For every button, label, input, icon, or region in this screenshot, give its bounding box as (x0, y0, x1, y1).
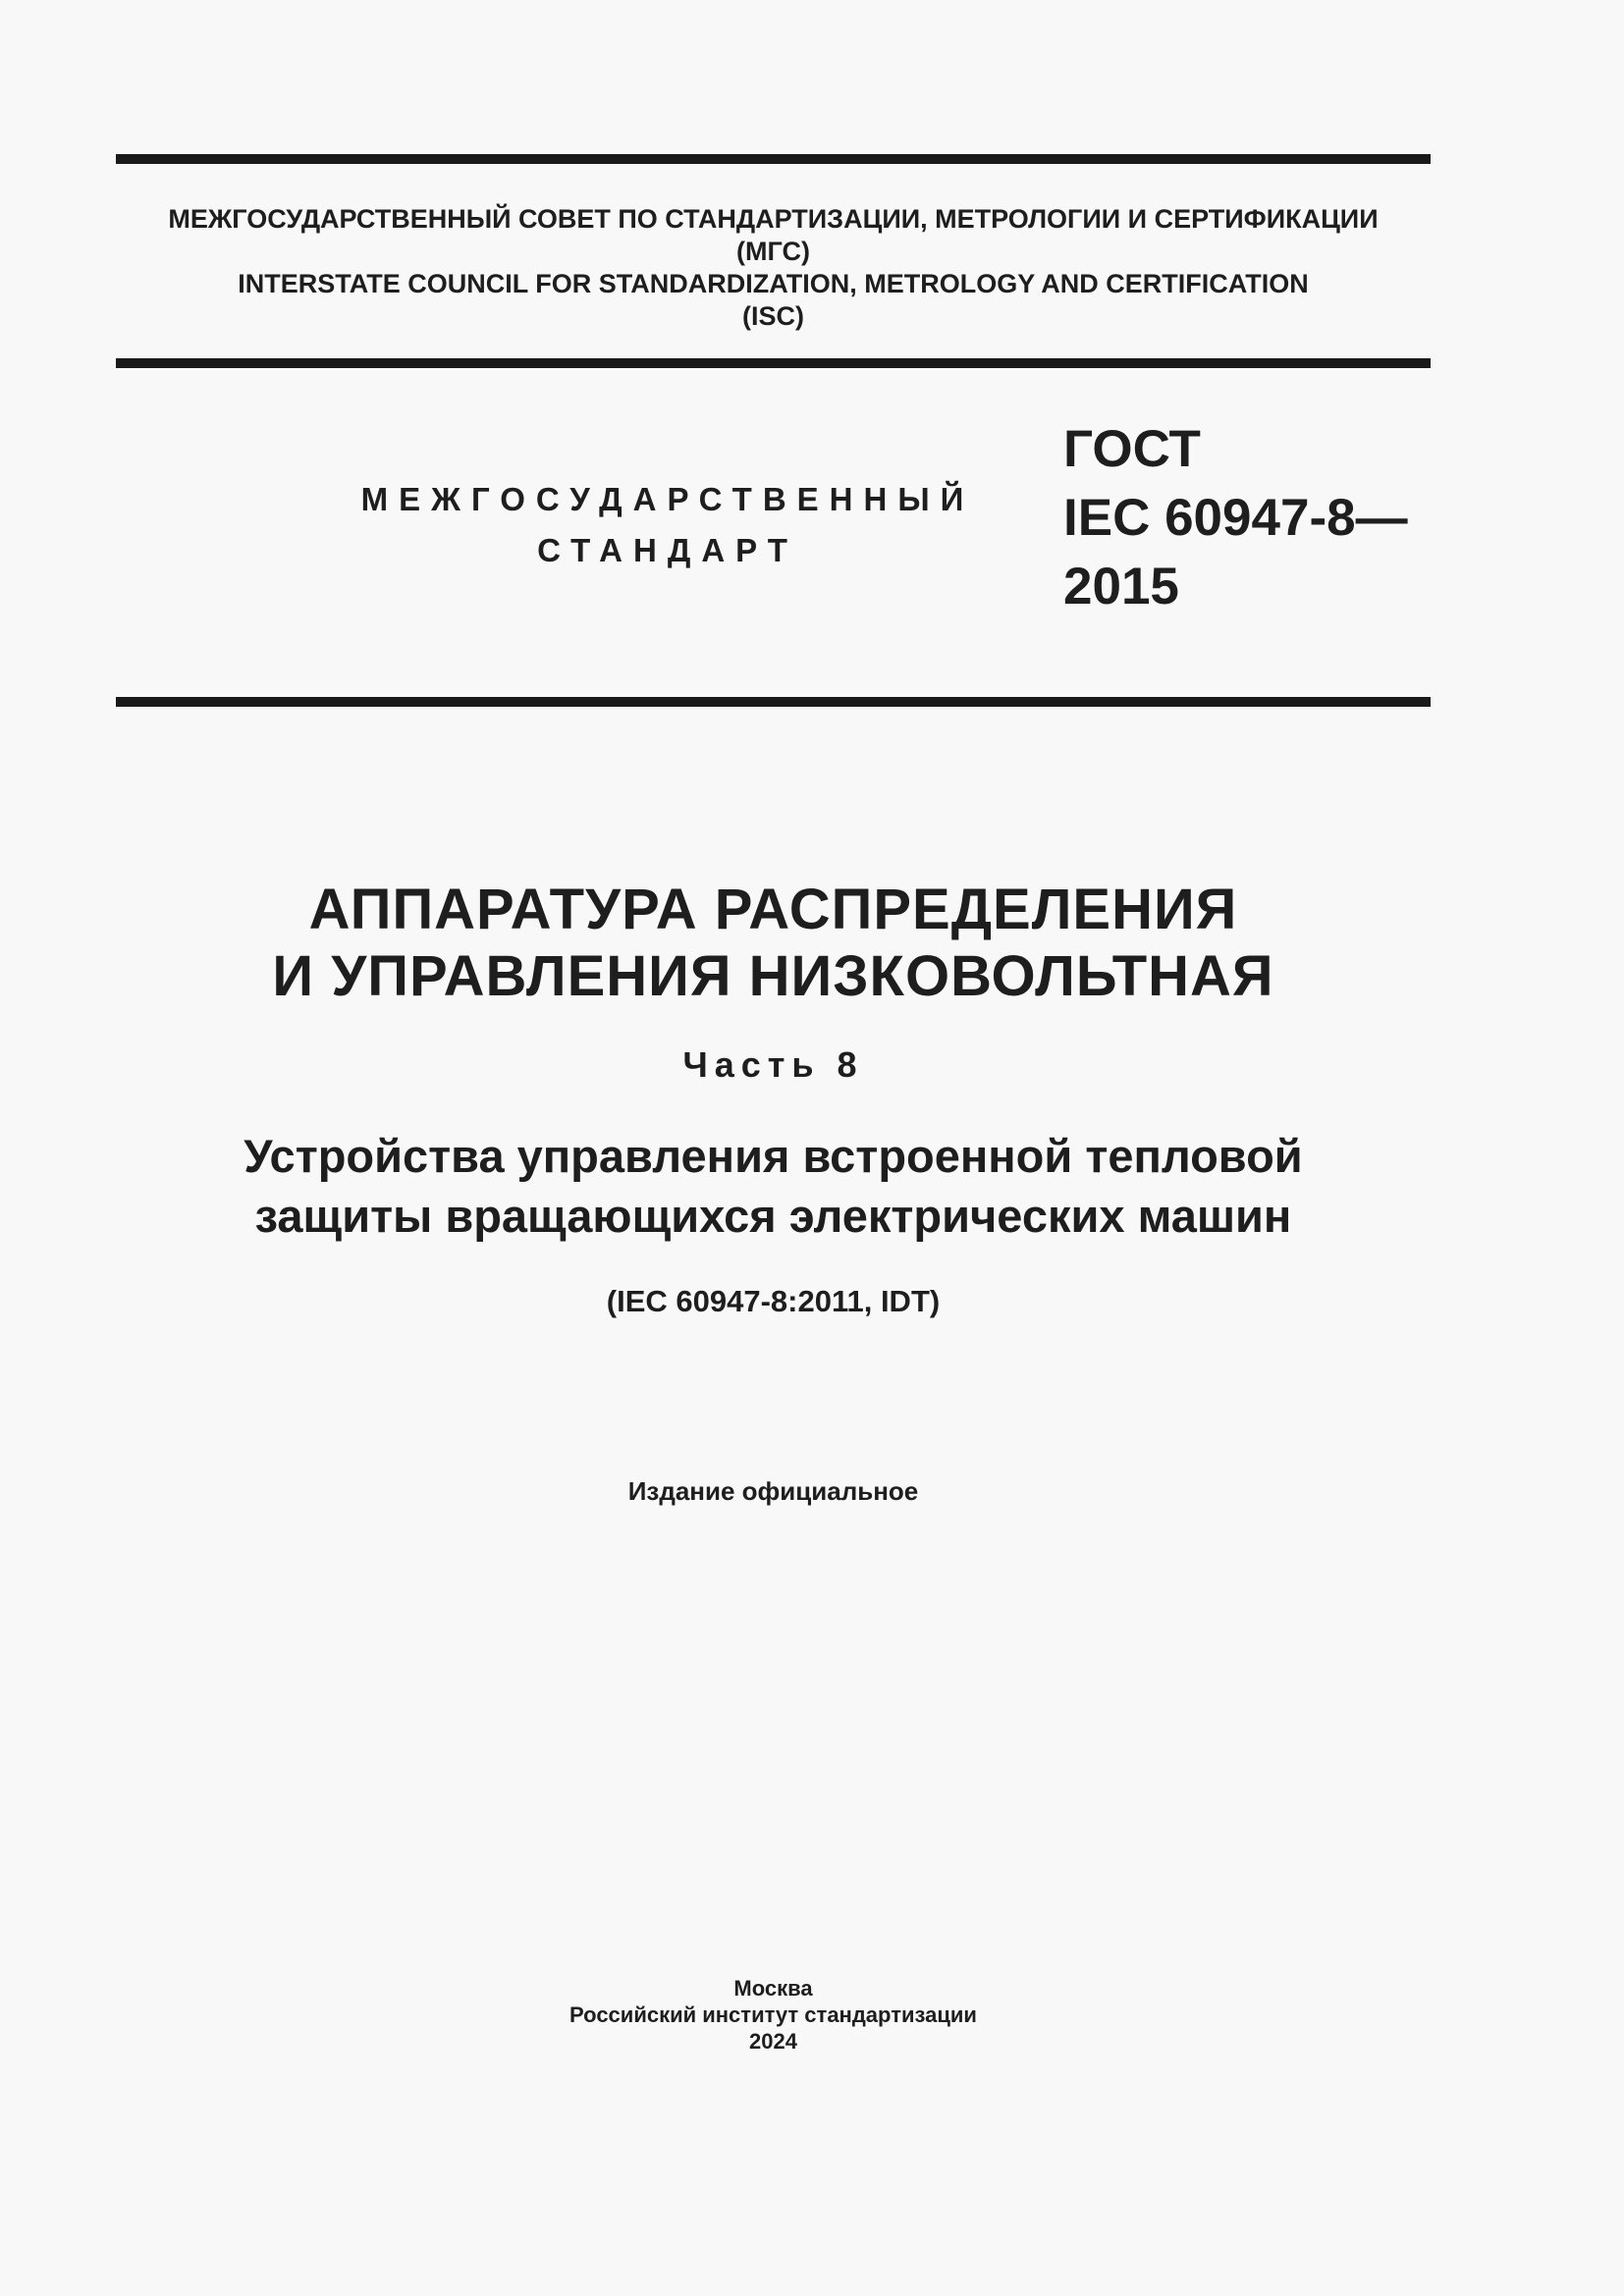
title-line2: И УПРАВЛЕНИЯ НИЗКОВОЛЬТНАЯ (272, 944, 1274, 1008)
subtitle-line2: защиты вращающихся электрических машин (254, 1190, 1292, 1242)
subtitle-line1: Устройства управления встроенной тепловой (244, 1130, 1303, 1182)
council-name-ru: МЕЖГОСУДАРСТВЕННЫЙ СОВЕТ ПО СТАНДАРТИЗАЦИИ, МЕТРОЛОГИИ И СЕРТИФИКАЦИИ (168, 204, 1379, 234)
document-title (116, 877, 1431, 1010)
publisher-imprint (116, 1975, 1431, 2055)
title-line1: АППАРАТУРА РАСПРЕДЕЛЕНИЯ (308, 878, 1238, 941)
middle-rule (116, 358, 1431, 368)
standard-type-line1: МЕЖГОСУДАРСТВЕННЫЙ (360, 481, 975, 517)
document-subtitle (116, 1126, 1431, 1246)
top-rule (116, 154, 1431, 164)
edition-note: Издание официальное (627, 1476, 919, 1506)
iec-reference: (IEC 60947-8:2011, IDT) (606, 1284, 941, 1318)
designation-line3: 2015 (1063, 558, 1179, 615)
council-abbr-en: (ISC) (742, 301, 804, 331)
part-number: Часть 8 (682, 1044, 864, 1085)
standard-designation (1063, 415, 1408, 621)
standard-type-label (324, 474, 1011, 576)
imprint-year: 2024 (749, 2029, 797, 2054)
standard-type-line2: СТАНДАРТ (537, 532, 798, 568)
bottom-rule (116, 697, 1431, 707)
designation-line1: ГОСТ (1063, 420, 1201, 478)
imprint-publisher: Российский институт стандартизации (569, 2002, 977, 2027)
imprint-city: Москва (733, 1976, 813, 2001)
council-header (116, 203, 1431, 333)
council-name-en: INTERSTATE COUNCIL FOR STANDARDIZATION, METROLOGY AND CERTIFICATION (238, 269, 1309, 298)
council-abbr-ru: (МГС) (736, 237, 810, 266)
designation-line2: IEC 60947-8— (1063, 489, 1408, 547)
